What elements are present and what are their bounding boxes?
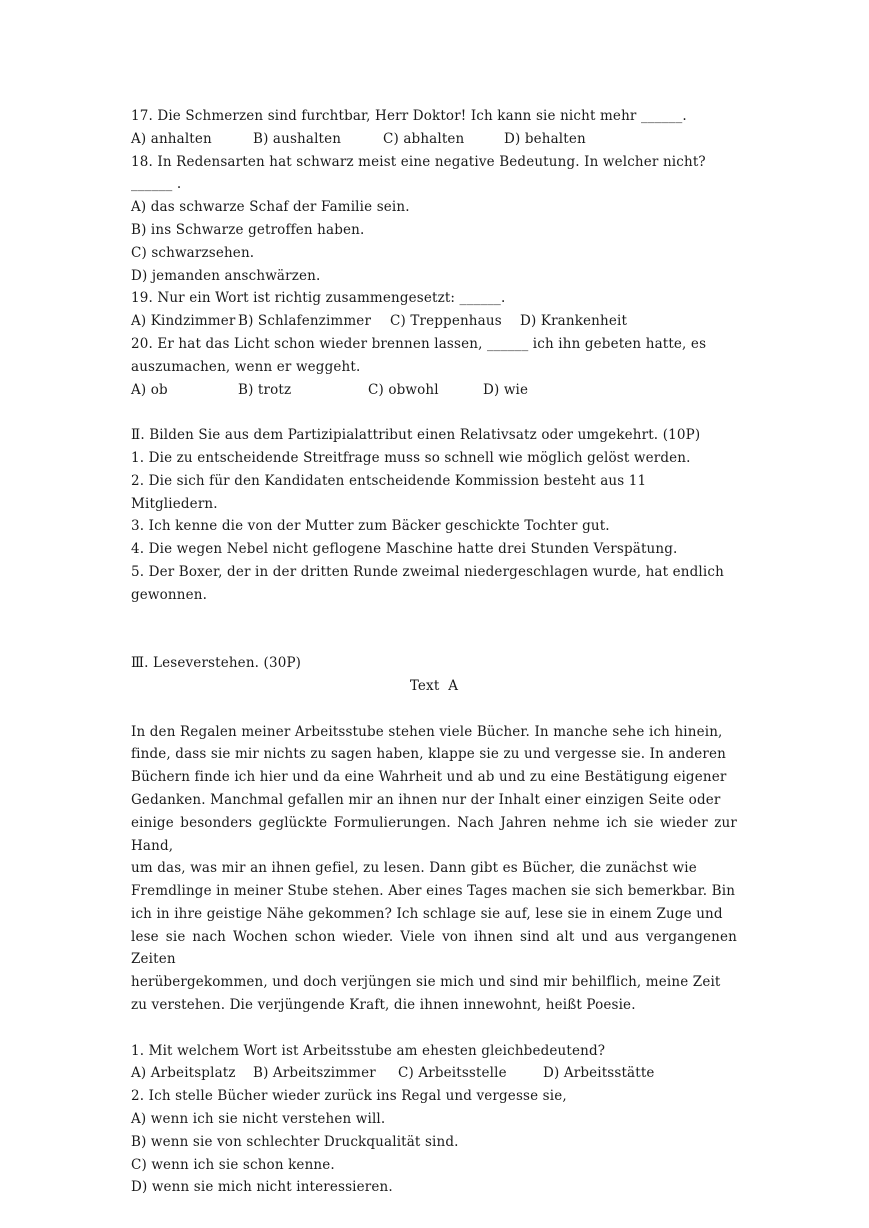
option-b: B) Schlafenzimmer: [238, 313, 372, 330]
reading-question-2-option-d: D) wenn sie mich nicht interessieren.: [131, 1179, 393, 1196]
option-a: A) anhalten: [131, 130, 212, 147]
option-b: B) aushalten: [253, 130, 342, 147]
question-20: 20. Er hat das Licht schon wieder brennen lassen, ______ ich ihn gebeten hatte, es: [131, 335, 707, 352]
section-heading: Ⅱ. Bilden Sie aus dem Partizipialattribut einen Relativsatz oder umgekehrt. (10P): [131, 427, 701, 444]
option-d: D) Arbeitsstätte: [543, 1065, 655, 1082]
paragraph-line: einige besonders geglückte Formulierungen. Nach Jahren nehme ich sie wieder zur Hand,: [131, 814, 742, 854]
reading-question-2-option-a: A) wenn ich sie nicht verstehen will.: [131, 1111, 386, 1128]
option-c: C) Treppenhaus: [390, 313, 502, 330]
section-heading: Ⅲ. Leseverstehen. (30P): [131, 655, 302, 672]
section-vocabulary: [131, 105, 737, 401]
list-item-cont: gewonnen.: [131, 586, 208, 603]
question-18: 18. In Redensarten hat schwarz meist eine negative Bedeutung. In welcher nicht?: [131, 153, 706, 170]
reading-question-2: 2. Ich stelle Bücher wieder zurück ins Regal und vergesse sie,: [131, 1088, 567, 1105]
question-20-cont: auszumachen, wenn er weggeht.: [131, 358, 361, 375]
option-c: C) obwohl: [368, 381, 439, 398]
paragraph-line: um das, was mir an ihnen gefiel, zu lesen. Dann gibt es Bücher, die zunächst wie: [131, 860, 697, 877]
question-20-options: [131, 379, 737, 402]
option-c: C) Arbeitsstelle: [398, 1065, 507, 1082]
option-a: A) Kindzimmer: [131, 313, 236, 330]
paragraph-line: ich in ihre geistige Nähe gekommen? Ich schlage sie auf, lese sie in einem Zuge und: [131, 905, 723, 922]
reading-paragraph: [131, 721, 742, 1017]
reading-question-1: 1. Mit welchem Wort ist Arbeitsstube am ehesten gleichbedeutend?: [131, 1042, 606, 1059]
text-title: Text A: [409, 677, 459, 694]
list-item: 4. Die wegen Nebel nicht geflogene Maschine hatte drei Stunden Verspätung.: [131, 541, 678, 558]
question-17-options: [131, 128, 737, 151]
paragraph-line: In den Regalen meiner Arbeitsstube stehen viele Bücher. In manche sehe ich hinein,: [131, 723, 723, 740]
question-18-blank: ______ .: [131, 176, 182, 193]
question-18-option-b: B) ins Schwarze getroffen haben.: [131, 221, 365, 238]
option-b: B) trotz: [238, 381, 292, 398]
section-partizip: [131, 424, 737, 606]
question-18-option-d: D) jemanden anschwärzen.: [131, 267, 321, 284]
reading-question-1-options: [131, 1062, 737, 1085]
paragraph-line: lese sie nach Wochen schon wieder. Viele von ihnen sind alt und aus vergangenen Zeiten: [131, 928, 742, 968]
list-item: 3. Ich kenne die von der Mutter zum Bäcker geschickte Tochter gut.: [131, 518, 610, 535]
section-reading: [131, 652, 742, 1199]
option-d: D) Krankenheit: [520, 313, 628, 330]
option-d: D) wie: [483, 381, 529, 398]
option-b: B) Arbeitszimmer: [253, 1065, 376, 1082]
paragraph-line: Fremdlinge in meiner Stube stehen. Aber eines Tages machen sie sich bemerkbar. Bin: [131, 883, 736, 900]
paragraph-line: Gedanken. Manchmal gefallen mir an ihnen nur der Inhalt einer einzigen Seite oder: [131, 791, 721, 808]
question-18-option-a: A) das schwarze Schaf der Familie sein.: [131, 199, 410, 216]
question-18-option-c: C) schwarzsehen.: [131, 244, 255, 261]
list-item: 2. Die sich für den Kandidaten entscheidende Kommission besteht aus 11 Mitgliedern.: [131, 472, 651, 512]
paragraph-line: Büchern finde ich hier und da eine Wahrheit und ab und zu eine Bestätigung eigener: [131, 769, 727, 786]
list-item: 5. Der Boxer, der in der dritten Runde zweimal niedergeschlagen wurde, hat endlich: [131, 563, 724, 580]
question-19: 19. Nur ein Wort ist richtig zusammengesetzt: ______.: [131, 290, 506, 307]
list-item: 1. Die zu entscheidende Streitfrage muss so schnell wie möglich gelöst werden.: [131, 449, 691, 466]
paragraph-line: finde, dass sie mir nichts zu sagen haben, klappe sie zu und vergesse sie. In anderen: [131, 746, 726, 763]
option-c: C) abhalten: [383, 130, 465, 147]
paragraph-line: herübergekommen, und doch verjüngen sie mich und sind mir behilflich, meine Zeit: [131, 974, 721, 991]
reading-question-2-option-b: B) wenn sie von schlechter Druckqualität sind.: [131, 1133, 459, 1150]
paragraph-line: zu verstehen. Die verjüngende Kraft, die ihnen innewohnt, heißt Poesie.: [131, 997, 636, 1014]
reading-question-2-option-c: C) wenn ich sie schon kenne.: [131, 1156, 335, 1173]
question-17: 17. Die Schmerzen sind furchtbar, Herr Doktor! Ich kann sie nicht mehr ______.: [131, 108, 687, 124]
question-19-options: [131, 310, 737, 333]
option-a: A) ob: [131, 381, 168, 398]
option-a: A) Arbeitsplatz: [131, 1065, 236, 1082]
option-d: D) behalten: [504, 130, 586, 147]
